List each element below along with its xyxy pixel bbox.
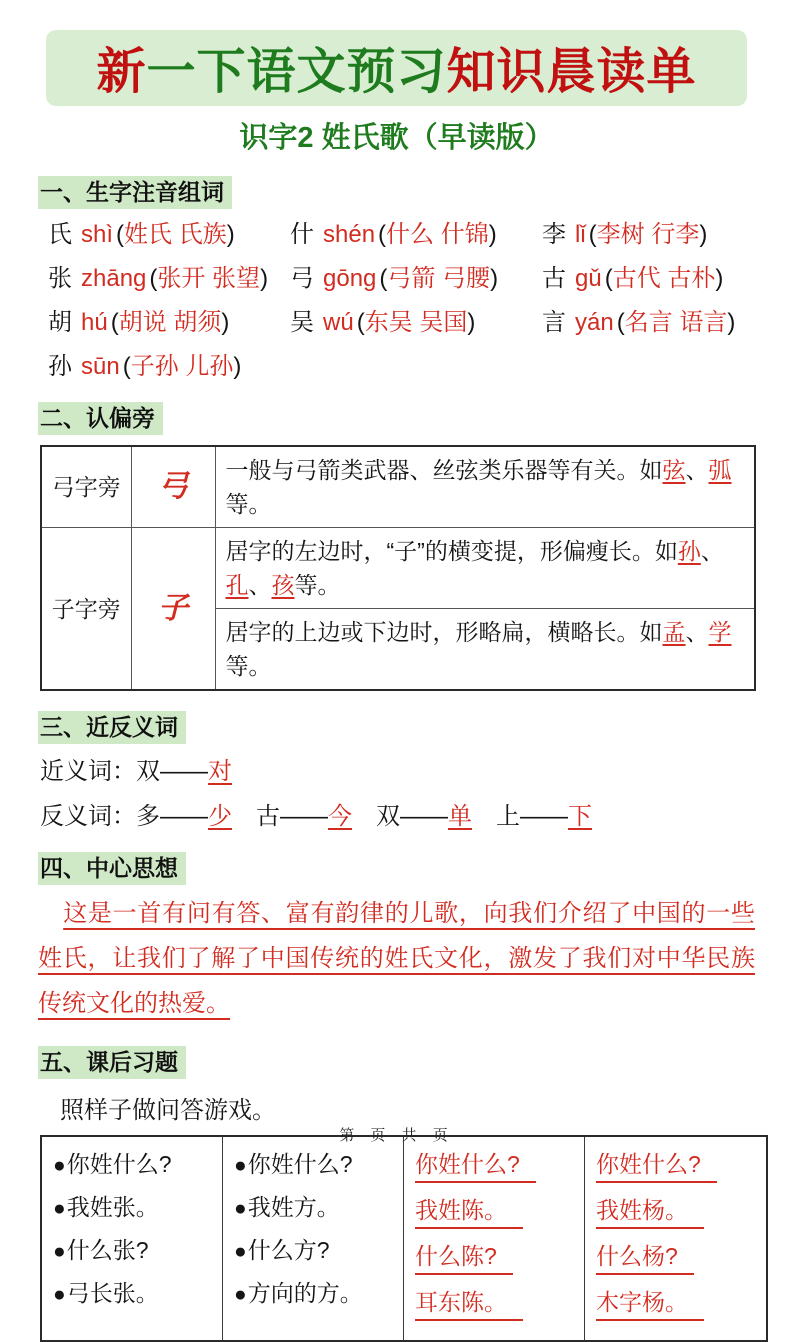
text-segment: 一下语文预习 <box>146 45 447 99</box>
qa-text: 什么方? <box>247 1237 330 1263</box>
character-entry <box>290 307 542 338</box>
text-segment: 上—— <box>472 803 568 830</box>
text-segment: 少 <box>208 803 232 830</box>
qa-text: 什么陈? <box>415 1242 513 1275</box>
paren-open: ( <box>149 265 158 292</box>
paren-open: ( <box>356 309 365 336</box>
example-words: 古代 古朴 <box>612 265 716 292</box>
radical-table <box>40 445 756 691</box>
example-words: 子孙 儿孙 <box>130 353 234 380</box>
table-row <box>41 446 755 528</box>
qa-column-chen <box>404 1137 585 1340</box>
pinyin: shì <box>81 221 114 248</box>
paren-close: ) <box>233 353 242 380</box>
character-entry <box>542 219 793 250</box>
paren-open: ( <box>116 221 125 248</box>
bullet-icon: ● <box>234 1197 247 1220</box>
paren-open: ( <box>588 221 597 248</box>
radical-description <box>215 446 755 528</box>
paren-close: ) <box>467 309 476 336</box>
hanzi: 孙 <box>48 353 72 380</box>
example-words: 胡说 胡须 <box>118 309 222 336</box>
section-heading-words <box>38 174 793 207</box>
qa-text: 你姓什么? <box>247 1151 353 1177</box>
qa-game-table <box>40 1135 768 1342</box>
paren-close: ) <box>260 265 269 292</box>
antonym-line <box>40 802 793 832</box>
hanzi: 弓 <box>290 265 314 292</box>
radical-glyph: 子 <box>131 528 215 691</box>
qa-line <box>234 1236 397 1266</box>
text-segment: 一般与弓箭类武器、丝弦类乐器等有关。如 <box>225 457 663 483</box>
hanzi: 吴 <box>290 309 314 336</box>
text-segment: 知识晨读单 <box>446 45 697 99</box>
qa-text: 方向的方。 <box>247 1280 363 1306</box>
radical-description <box>215 609 755 691</box>
paren-open: ( <box>122 353 131 380</box>
pinyin: gǔ <box>575 265 602 292</box>
text-segment: 古—— <box>232 803 328 830</box>
qa-line <box>596 1196 760 1229</box>
qa-text: 你姓什么? <box>415 1150 536 1183</box>
character-entry <box>48 307 290 338</box>
bullet-icon: ● <box>234 1240 247 1263</box>
paren-close: ) <box>490 265 499 292</box>
section-heading-radicals-label: 二、认偏旁 <box>38 402 163 435</box>
text-segment: 、 <box>248 572 272 598</box>
bullet-icon: ● <box>53 1283 66 1306</box>
qa-column-zhang <box>42 1137 223 1340</box>
text-segment: 等。 <box>225 653 272 679</box>
exercise-instruction: 照样子做问答游戏。 <box>60 1097 276 1124</box>
paren-open: ( <box>604 265 613 292</box>
qa-line <box>53 1279 216 1309</box>
hanzi: 言 <box>542 309 566 336</box>
text-segment: 下 <box>568 803 592 830</box>
qa-line <box>596 1242 760 1275</box>
example-words: 什么 什锦 <box>386 221 489 248</box>
qa-text: 我姓张。 <box>66 1194 159 1220</box>
text-segment: 、 <box>685 619 709 645</box>
qa-column-yang <box>585 1137 766 1340</box>
bullet-icon: ● <box>53 1197 66 1220</box>
section-heading-words-label: 一、生字注音组词 <box>38 176 232 209</box>
hanzi: 氏 <box>48 221 72 248</box>
radical-name: 弓字旁 <box>41 446 131 528</box>
pinyin: gōng <box>323 265 377 292</box>
paren-close: ) <box>221 309 230 336</box>
qa-line <box>53 1193 216 1223</box>
qa-line <box>415 1242 578 1275</box>
section-heading-synonyms-label: 三、近反义词 <box>38 711 186 744</box>
paren-open: ( <box>378 221 387 248</box>
character-entry <box>290 263 542 294</box>
title-banner <box>46 30 747 106</box>
bullet-icon: ● <box>234 1283 247 1306</box>
qa-line <box>415 1288 578 1321</box>
table-row <box>41 528 755 609</box>
pinyin: shén <box>323 221 376 248</box>
hanzi: 张 <box>48 265 72 292</box>
pinyin: hú <box>81 309 108 336</box>
text-segment: 孙 <box>677 538 701 564</box>
character-entry <box>48 263 290 294</box>
text-segment: 对 <box>208 758 232 785</box>
bullet-icon: ● <box>53 1154 66 1177</box>
paren-close: ) <box>727 309 736 336</box>
character-word-grid <box>48 219 793 382</box>
page-title <box>96 33 696 103</box>
radical-glyph: 弓 <box>131 446 215 528</box>
example-words: 李树 行李 <box>596 221 700 248</box>
character-entry <box>542 307 793 338</box>
section-heading-synonyms <box>38 709 793 742</box>
qa-line <box>415 1196 578 1229</box>
pinyin: sūn <box>81 353 120 380</box>
hanzi: 古 <box>542 265 566 292</box>
text-segment: 、 <box>700 538 724 564</box>
character-entry <box>542 263 793 294</box>
lesson-subtitle: 识字2 姓氏歌（早读版） <box>239 122 554 154</box>
text-segment: 等。 <box>294 572 341 598</box>
example-words: 弓箭 弓腰 <box>387 265 491 292</box>
section-heading-theme-label: 四、中心思想 <box>38 852 186 885</box>
text-segment: 孔 <box>225 572 249 598</box>
qa-line <box>596 1150 760 1183</box>
qa-text: 木字杨。 <box>596 1288 704 1321</box>
text-segment: 学 <box>708 619 732 645</box>
text-segment: 反义词：多—— <box>40 803 208 830</box>
radical-name: 子字旁 <box>41 528 131 691</box>
qa-line <box>596 1288 760 1321</box>
example-words: 姓氏 氏族 <box>124 221 227 248</box>
qa-line <box>234 1279 397 1309</box>
qa-text: 什么张? <box>66 1237 149 1263</box>
paren-open: ( <box>616 309 625 336</box>
paren-close: ) <box>488 221 497 248</box>
paren-open: ( <box>110 309 119 336</box>
text-segment: 双—— <box>352 803 448 830</box>
text-segment: 近义词：双—— <box>40 758 208 785</box>
character-entry <box>290 219 542 250</box>
bullet-icon: ● <box>234 1154 247 1177</box>
qa-text: 我姓杨。 <box>596 1196 704 1229</box>
character-entry <box>48 219 290 250</box>
text-segment: 居字的左边时，“子”的横变提，形偏瘦长。如 <box>225 538 678 564</box>
qa-text: 我姓陈。 <box>415 1196 523 1229</box>
hanzi: 李 <box>542 221 566 248</box>
text-segment: 孩 <box>271 572 295 598</box>
section-heading-radicals <box>38 400 793 433</box>
qa-text: 什么杨? <box>596 1242 694 1275</box>
paren-close: ) <box>699 221 708 248</box>
example-words: 张开 张望 <box>157 265 261 292</box>
text-segment: 孟 <box>662 619 686 645</box>
paren-close: ) <box>226 221 235 248</box>
text-segment: 新 <box>96 45 147 99</box>
qa-line <box>234 1193 397 1223</box>
paren-close: ) <box>715 265 724 292</box>
example-words: 东吴 吴国 <box>364 309 468 336</box>
qa-line <box>415 1150 578 1183</box>
pinyin: yán <box>575 309 614 336</box>
hanzi: 胡 <box>48 309 72 336</box>
qa-text: 你姓什么? <box>66 1151 172 1177</box>
text-segment: 单 <box>448 803 472 830</box>
qa-text: 耳东陈。 <box>415 1288 523 1321</box>
qa-line <box>53 1150 216 1180</box>
qa-text: 你姓什么? <box>596 1150 717 1183</box>
text-segment: 弦 <box>662 457 686 483</box>
section-heading-exercise-label: 五、课后习题 <box>38 1046 186 1079</box>
qa-column-fang <box>223 1137 404 1340</box>
qa-line <box>53 1236 216 1266</box>
qa-line <box>234 1150 397 1180</box>
qa-text: 弓长张。 <box>66 1280 159 1306</box>
synonym-line <box>40 757 793 787</box>
example-words: 名言 语言 <box>624 309 728 336</box>
text-segment: 居字的上边或下边时，形略扁，横略长。如 <box>225 619 663 645</box>
theme-paragraph: 这是一首有问有答、富有韵律的儿歌，向我们介绍了中国的一些姓氏，让我们了解了中国传统的姓氏文化，激发了我们对中华民族传统文化的热爱。 <box>38 900 755 1017</box>
bullet-icon: ● <box>53 1240 66 1263</box>
section-heading-exercise <box>38 1044 793 1077</box>
qa-text: 我姓方。 <box>247 1194 340 1220</box>
text-segment: 弧 <box>708 457 732 483</box>
section-heading-theme <box>38 850 793 883</box>
pinyin: lǐ <box>575 221 586 248</box>
paren-open: ( <box>379 265 388 292</box>
hanzi: 什 <box>290 221 314 248</box>
pinyin: zhāng <box>81 265 147 292</box>
text-segment: 等。 <box>225 491 272 517</box>
text-segment: 、 <box>685 457 709 483</box>
character-entry <box>48 351 290 382</box>
radical-description <box>215 528 755 609</box>
page-footer: 第 页 共 页 <box>339 1127 454 1144</box>
pinyin: wú <box>323 309 354 336</box>
text-segment: 今 <box>328 803 352 830</box>
